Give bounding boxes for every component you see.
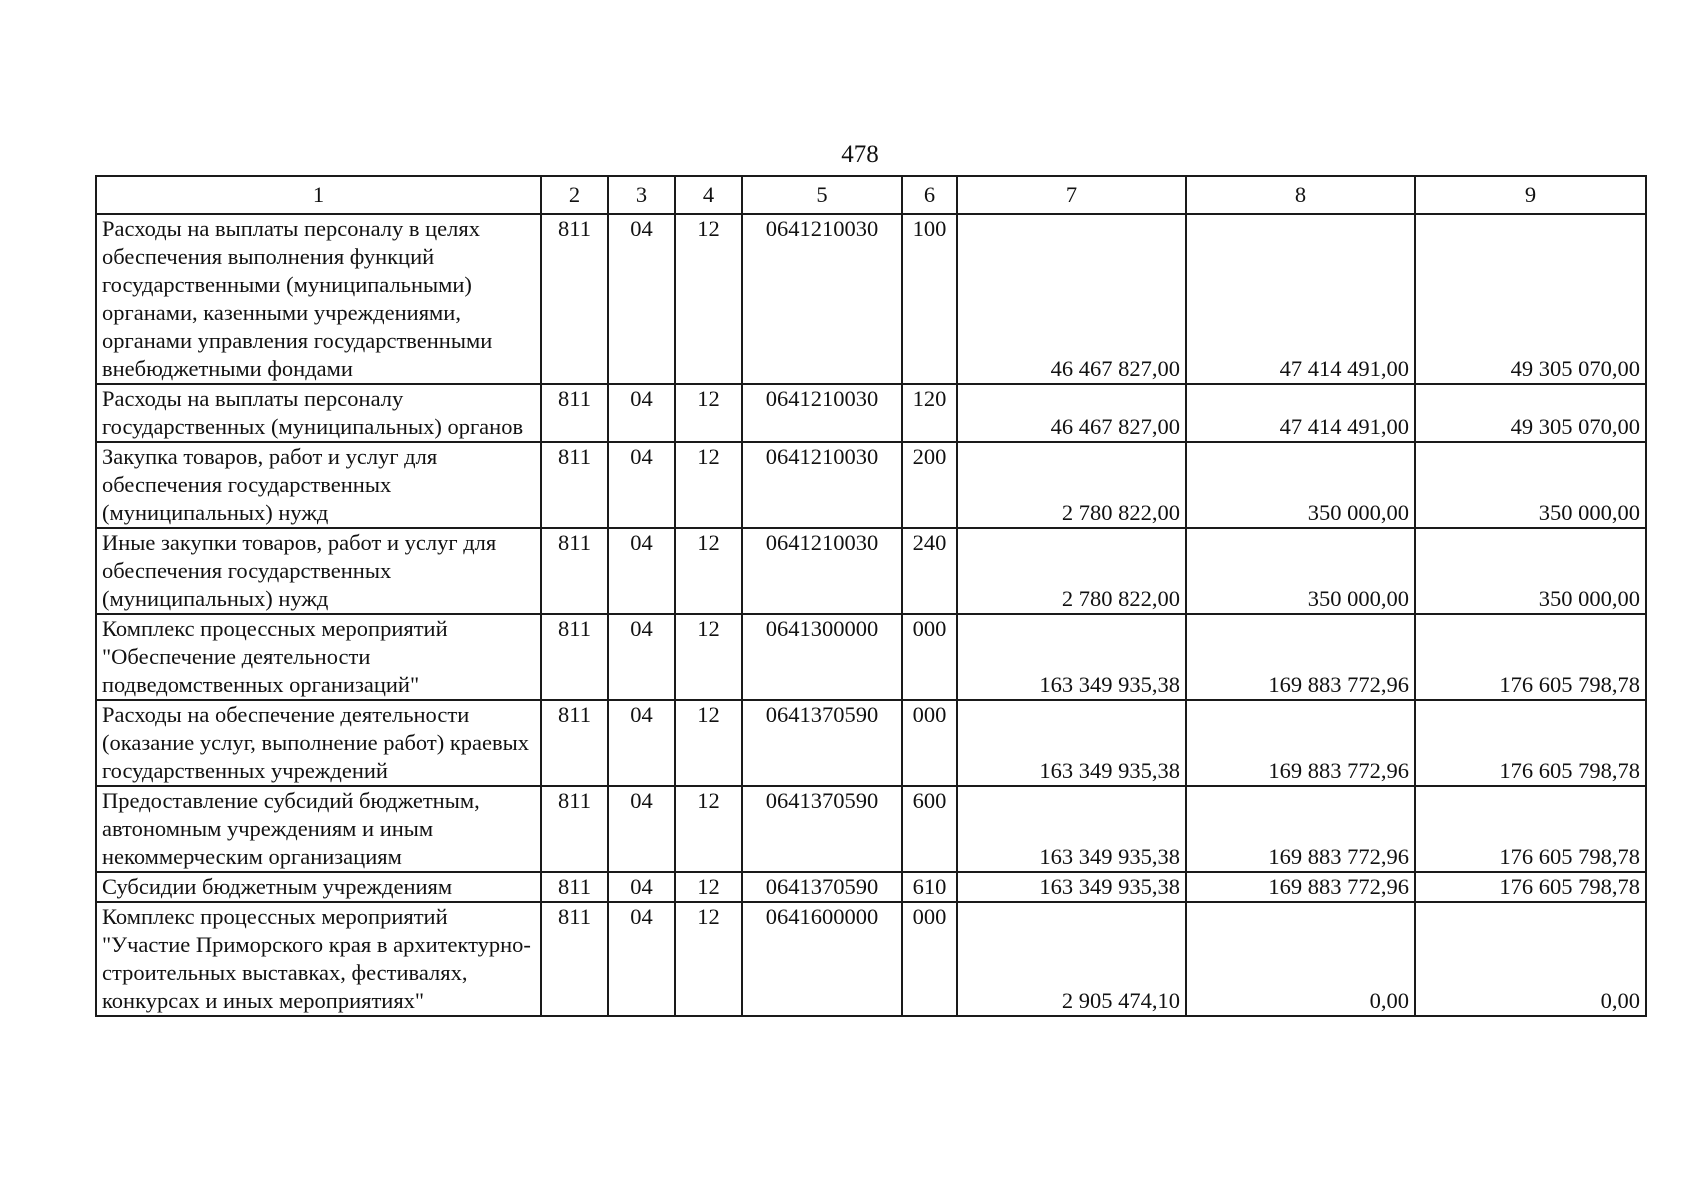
target-article-code: 0641370590: [742, 786, 902, 872]
amount-col7: 2 905 474,10: [957, 902, 1186, 1016]
table-row: [96, 700, 1646, 786]
amount-col9: 49 305 070,00: [1415, 214, 1646, 384]
amount-col9: 350 000,00: [1415, 442, 1646, 528]
amount-col7: 46 467 827,00: [957, 384, 1186, 442]
amount-col8: 350 000,00: [1186, 528, 1415, 614]
target-article-code: 0641370590: [742, 700, 902, 786]
subsection-code: 12: [675, 384, 742, 442]
ministry-code: 811: [541, 902, 608, 1016]
subsection-code: 12: [675, 786, 742, 872]
column-header: 5: [742, 176, 902, 214]
expense-name: Расходы на выплаты персоналу в целях обеспечения выполнения функций государственными (муниципальными) органами, казенными учреждениями, органами управления государственными внебюджетными фондами: [96, 214, 541, 384]
ministry-code: 811: [541, 614, 608, 700]
expense-name: Комплекс процессных мероприятий "Участие Приморского края в архитектурно-строительных выставках, фестивалях, конкурсах и иных мероприятиях": [96, 902, 541, 1016]
column-header: 4: [675, 176, 742, 214]
section-code: 04: [608, 614, 675, 700]
expense-name: Иные закупки товаров, работ и услуг для обеспечения государственных (муниципальных) нужд: [96, 528, 541, 614]
amount-col7: 2 780 822,00: [957, 442, 1186, 528]
table-row: [96, 902, 1646, 1016]
subsection-code: 12: [675, 442, 742, 528]
column-header: 2: [541, 176, 608, 214]
amount-col9: 176 605 798,78: [1415, 614, 1646, 700]
target-article-code: 0641210030: [742, 214, 902, 384]
amount-col8: 169 883 772,96: [1186, 872, 1415, 902]
section-code: 04: [608, 700, 675, 786]
target-article-code: 0641210030: [742, 442, 902, 528]
amount-col8: 169 883 772,96: [1186, 700, 1415, 786]
target-article-code: 0641300000: [742, 614, 902, 700]
table-row: [96, 442, 1646, 528]
section-code: 04: [608, 528, 675, 614]
ministry-code: 811: [541, 700, 608, 786]
expense-name: Расходы на выплаты персоналу государственных (муниципальных) органов: [96, 384, 541, 442]
expense-type-code: 000: [902, 902, 957, 1016]
amount-col9: 176 605 798,78: [1415, 872, 1646, 902]
expense-type-code: 120: [902, 384, 957, 442]
ministry-code: 811: [541, 528, 608, 614]
table-row: [96, 872, 1646, 902]
expense-type-code: 200: [902, 442, 957, 528]
subsection-code: 12: [675, 214, 742, 384]
section-code: 04: [608, 384, 675, 442]
target-article-code: 0641210030: [742, 384, 902, 442]
amount-col9: 350 000,00: [1415, 528, 1646, 614]
subsection-code: 12: [675, 700, 742, 786]
section-code: 04: [608, 902, 675, 1016]
column-header: 8: [1186, 176, 1415, 214]
target-article-code: 0641600000: [742, 902, 902, 1016]
budget-table: [95, 175, 1647, 1017]
amount-col8: 169 883 772,96: [1186, 614, 1415, 700]
section-code: 04: [608, 786, 675, 872]
amount-col7: 163 349 935,38: [957, 786, 1186, 872]
table-row: [96, 786, 1646, 872]
expense-type-code: 100: [902, 214, 957, 384]
ministry-code: 811: [541, 214, 608, 384]
amount-col8: 169 883 772,96: [1186, 786, 1415, 872]
amount-col8: 47 414 491,00: [1186, 384, 1415, 442]
expense-name: Расходы на обеспечение деятельности (оказание услуг, выполнение работ) краевых государственных учреждений: [96, 700, 541, 786]
amount-col9: 49 305 070,00: [1415, 384, 1646, 442]
target-article-code: 0641210030: [742, 528, 902, 614]
column-header: 1: [96, 176, 541, 214]
column-header: 3: [608, 176, 675, 214]
amount-col8: 0,00: [1186, 902, 1415, 1016]
amount-col9: 176 605 798,78: [1415, 700, 1646, 786]
table-row: [96, 614, 1646, 700]
section-code: 04: [608, 442, 675, 528]
expense-name: Закупка товаров, работ и услуг для обеспечения государственных (муниципальных) нужд: [96, 442, 541, 528]
target-article-code: 0641370590: [742, 872, 902, 902]
subsection-code: 12: [675, 902, 742, 1016]
table-row: [96, 528, 1646, 614]
expense-type-code: 000: [902, 700, 957, 786]
expense-name: Комплекс процессных мероприятий "Обеспечение деятельности подведомственных организаций": [96, 614, 541, 700]
ministry-code: 811: [541, 872, 608, 902]
amount-col7: 46 467 827,00: [957, 214, 1186, 384]
amount-col7: 2 780 822,00: [957, 528, 1186, 614]
amount-col9: 0,00: [1415, 902, 1646, 1016]
ministry-code: 811: [541, 384, 608, 442]
ministry-code: 811: [541, 442, 608, 528]
column-header: 9: [1415, 176, 1646, 214]
amount-col8: 350 000,00: [1186, 442, 1415, 528]
expense-type-code: 000: [902, 614, 957, 700]
expense-name: Предоставление субсидий бюджетным, автономным учреждениям и иным некоммерческим организациям: [96, 786, 541, 872]
expense-type-code: 600: [902, 786, 957, 872]
amount-col7: 163 349 935,38: [957, 872, 1186, 902]
amount-col7: 163 349 935,38: [957, 614, 1186, 700]
subsection-code: 12: [675, 528, 742, 614]
column-header: 7: [957, 176, 1186, 214]
ministry-code: 811: [541, 786, 608, 872]
section-code: 04: [608, 872, 675, 902]
section-code: 04: [608, 214, 675, 384]
page-number: 478: [841, 141, 879, 168]
table-row: [96, 384, 1646, 442]
amount-col9: 176 605 798,78: [1415, 786, 1646, 872]
amount-col7: 163 349 935,38: [957, 700, 1186, 786]
expense-type-code: 240: [902, 528, 957, 614]
amount-col8: 47 414 491,00: [1186, 214, 1415, 384]
column-header: 6: [902, 176, 957, 214]
expense-name: Субсидии бюджетным учреждениям: [96, 872, 541, 902]
subsection-code: 12: [675, 872, 742, 902]
table-header-row: [96, 176, 1646, 214]
table-row: [96, 214, 1646, 384]
subsection-code: 12: [675, 614, 742, 700]
expense-type-code: 610: [902, 872, 957, 902]
